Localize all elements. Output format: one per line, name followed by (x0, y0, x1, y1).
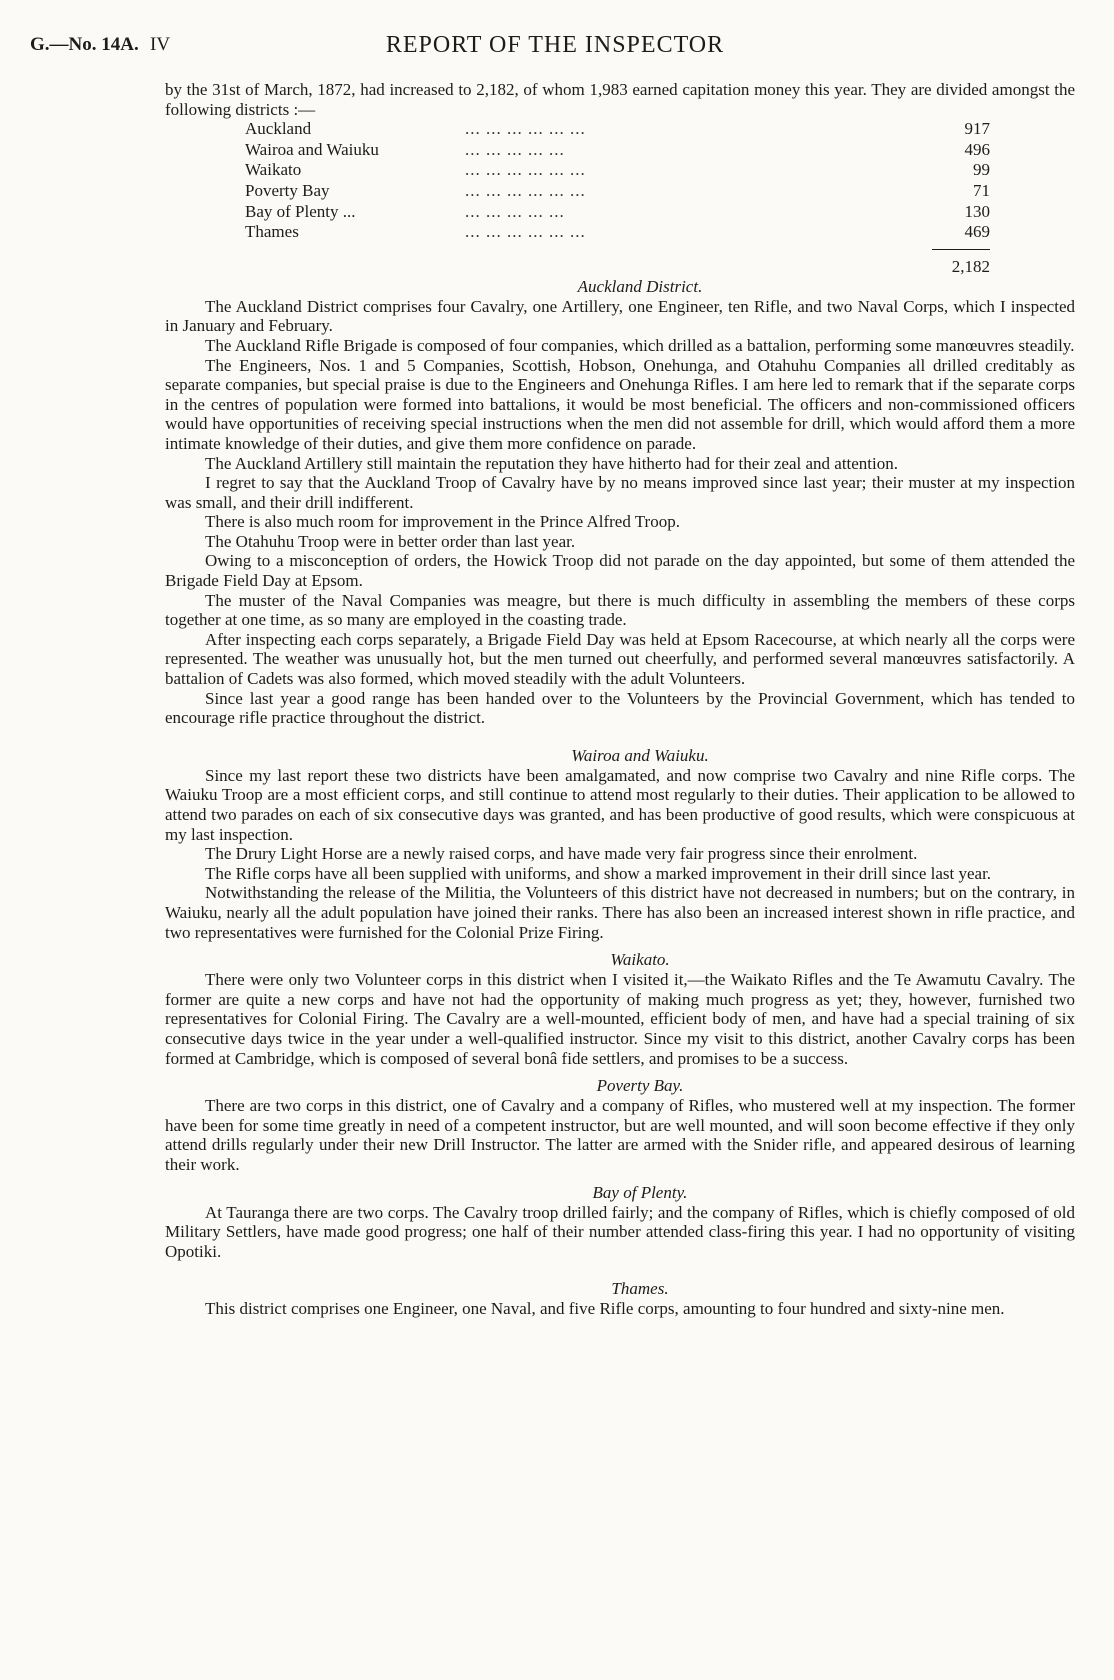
table-row (245, 119, 990, 140)
paragraph: Owing to a misconception of orders, the Howick Troop did not parade on the day appointed, but some of them attended the Brigade Field Day at Epsom. (165, 551, 1075, 591)
section-heading-waikato: Waikato. (610, 950, 670, 970)
district-name: Thames (245, 222, 299, 242)
intro-paragraph: by the 31st of March, 1872, had increased to 2,182, of whom 1,983 earned capitation money this year. They are divided amongst the following districts :— (165, 80, 1075, 119)
paragraph: The Auckland District comprises four Cavalry, one Artillery, one Engineer, ten Rifle, and two Naval Corps, which I inspected in January and February. (165, 296, 1075, 336)
district-name: Poverty Bay (245, 180, 330, 200)
table-row (245, 202, 990, 223)
district-value: 130 (964, 201, 990, 221)
report-body (165, 80, 1075, 1319)
district-value: 496 (964, 139, 990, 159)
leader-dots: ... ... ... ... ... ... (465, 180, 586, 200)
paragraph: Since my last report these two districts have been amalgamated, and now comprise two Cavalry and nine Rifle corps. The Waiuku Troop are a most efficient corps, and still continue to attend most regularly to their duties. Their application to be allowed to attend two parades on each of six consecutive days was granted, and has been productive of good results, which were conspicuous at my last inspection. (165, 765, 1075, 844)
total-value: 2,182 (951, 256, 990, 276)
leader-dots: ... ... ... ... ... ... (465, 160, 586, 180)
paragraph: The muster of the Naval Companies was meagre, but there is much difficulty in assembling the members of these corps together at one time, as so many are employed in the coasting trade. (165, 590, 1075, 630)
total-rule (932, 249, 990, 250)
district-value: 917 (964, 119, 990, 139)
district-name: Waikato (245, 160, 302, 180)
paragraph: Since last year a good range has been handed over to the Volunteers by the Provincial Government, which has tended to encourage rifle practice throughout the district. (165, 688, 1075, 728)
section-heading-thames: Thames. (611, 1279, 669, 1299)
district-value: 469 (964, 222, 990, 242)
page-title: REPORT OF THE INSPECTOR (385, 32, 725, 58)
paragraph: There is also much room for improvement in the Prince Alfred Troop. (205, 512, 680, 532)
district-name: Auckland (245, 119, 312, 139)
paragraph: The Otahuhu Troop were in better order than last year. (205, 531, 576, 551)
paragraph: After inspecting each corps separately, a Brigade Field Day was held at Epsom Racecourse, at which nearly all the corps were represented. The weather was unusually hot, but the men turned out cheerfully, and performed several manœuvres satisfactorily. A battalion of Cadets was also formed, which moved steadily with the adult Volunteers. (165, 629, 1075, 689)
leader-dots: ... ... ... ... ... (465, 201, 565, 221)
paragraph: The Rifle corps have all been supplied with uniforms, and show a marked improvement in their drill since last year. (205, 863, 992, 883)
paragraph: I regret to say that the Auckland Troop of Cavalry have by no means improved since last year; their muster at my inspection was small, and their drill indifferent. (165, 473, 1075, 512)
district-value: 99 (973, 160, 990, 180)
paragraph: The Drury Light Horse are a newly raised corps, and have made very fair progress since their enrolment. (205, 844, 918, 864)
districts-total (245, 243, 990, 277)
district-name: Wairoa and Waiuku (245, 139, 379, 159)
section-heading-bay-of-plenty: Bay of Plenty. (592, 1182, 688, 1202)
document-code: G.—No. 14A. (30, 34, 139, 55)
page-number: IV (150, 34, 171, 55)
district-value: 71 (973, 180, 990, 200)
section-heading-wairoa: Wairoa and Waiuku. (571, 745, 709, 765)
section-heading-poverty-bay: Poverty Bay. (596, 1076, 684, 1096)
leader-dots: ... ... ... ... ... (465, 139, 565, 159)
paragraph: The Auckland Rifle Brigade is composed of four companies, which drilled as a battalion, performing some manœuvres steadily. (205, 335, 1075, 355)
page-header (30, 32, 1080, 62)
leader-dots: ... ... ... ... ... ... (465, 222, 586, 242)
table-row (245, 160, 990, 181)
section-heading-auckland: Auckland District. (577, 276, 703, 296)
paragraph: There are two corps in this district, one of Cavalry and a company of Rifles, who mustered well at my inspection. The former have been for some time greatly in need of a competent instructor, but are well mounted, and will soon become effective if they only attend drills regularly under their new Drill Instructor. The latter are armed with the Snider rifle, and appeared desirous of learning their work. (165, 1096, 1075, 1174)
paragraph: At Tauranga there are two corps. The Cavalry troop drilled fairly; and the company of Rifles, which is chiefly composed of old Military Settlers, have made good progress; one half of their number attended class-firing this year. I had no opportunity of visiting Opotiki. (165, 1202, 1075, 1261)
table-row (245, 222, 990, 243)
table-row (245, 140, 990, 161)
leader-dots: ... ... ... ... ... ... (465, 119, 586, 139)
districts-table (245, 119, 990, 243)
paragraph: The Engineers, Nos. 1 and 5 Companies, Scottish, Hobson, Onehunga, and Otahuhu Companies all drilled creditably as separate companies, but special praise is due to the Engineers and Onehunga Rifles. I am here led to remark that if the separate corps in the centres of population were formed into battalions, it would be most beneficial. The officers and non-commissioned officers would have opportunities of receiving special instructions when the men did not assemble for drill, which would afford them a more intimate knowledge of their duties, and give them more confidence on parade. (165, 355, 1075, 453)
paragraph: The Auckland Artillery still maintain the reputation they have hitherto had for their zeal and attention. (205, 453, 899, 473)
paragraph: Notwithstanding the release of the Militia, the Volunteers of this district have not decreased in numbers; but on the contrary, in Waiuku, nearly all the adult population have joined their ranks. There has also been an increased interest shown in rifle practice, and two representatives were furnished for the Colonial Prize Firing. (165, 883, 1075, 942)
paragraph: This district comprises one Engineer, one Naval, and five Rifle corps, amounting to four hundred and sixty-nine men. (205, 1299, 1005, 1319)
district-name: Bay of Plenty ... (245, 201, 356, 221)
table-row (245, 181, 990, 202)
paragraph: There were only two Volunteer corps in this district when I visited it,—the Waikato Rifles and the Te Awamutu Cavalry. The former are quite a new corps and have not had the opportunity of making much progress as yet; they, however, furnished two representatives for Colonial Firing. The Cavalry are a well-mounted, efficient body of men, and have had a special training of six consecutive days twice in the year under a well-qualified instructor. Since my visit to this district, another Cavalry corps has been formed at Cambridge, which is composed of several bonâ fide settlers, and promises to be a success. (165, 970, 1075, 1068)
